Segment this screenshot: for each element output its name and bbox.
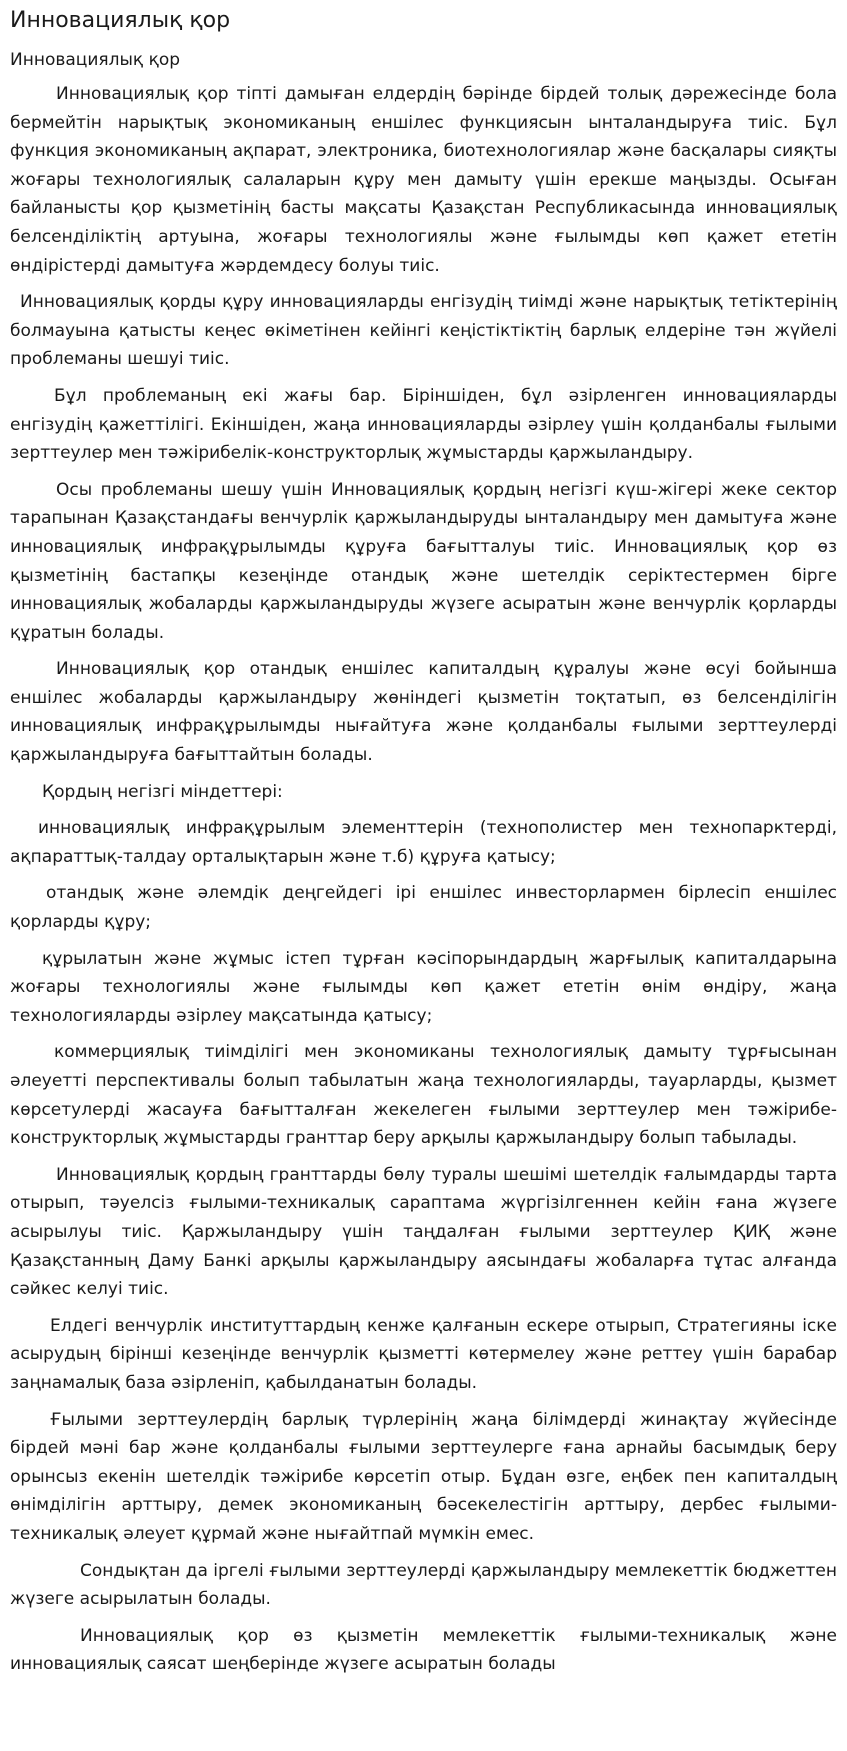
paragraph: Бұл проблеманың екі жағы бар. Біріншіден, бұл әзірленген инновацияларды енгізудің қажеттілігі. Екіншіден, жаңа инновацияларды әзірлеу үшін қолданбалы ғылыми зерттеулер мен тәжірибелік-конструкторлық жұмыстарды қаржыландыру. (10, 385, 837, 464)
paragraph: Инновациялық қор отандық еншілес капиталдың құралуы және өсуі бойынша еншілес жобаларды қаржыландыру жөніндегі қызметін тоқтатып, өз белсенділігін инновациялық инфрақұрылымды нығайтуға және қолданбалы ғылыми зерттеулерді қаржыландыруға бағыттайтын болады. (10, 659, 837, 766)
list-item: инновациялық инфрақұрылым элементтерін (технополистер мен технопарктерді, ақпараттық-талдау орталықтарын және т.б) құруға қатысу; (10, 818, 837, 867)
list-item: коммерциялық тиімділігі мен экономиканы технологиялық дамыту тұрғысынан әлеуетті перспективалы болып табылатын жаңа технологияларды, тауарларды, қызмет көрсетулерді жасауға бағытталған жекелеген ғылыми зерттеулер мен тәжірибе-конструкторлық жұмыстарды гранттар беру арқылы қаржыландыру болып табылады. (10, 1042, 837, 1149)
paragraph: Сондықтан да іргелі ғылыми зерттеулерді қаржыландыру мемлекеттік бюджеттен жүзеге асырылатын болады. (10, 1560, 837, 1610)
paragraph: Инновациялық қор өз қызметін мемлекеттік ғылыми-техникалық және инновациялық саясат шеңберінде жүзеге асыратын болады (10, 1625, 837, 1675)
paragraph: Елдегі венчурлік институттардың кенже қалғанын ескере отырып, Стратегияны іске асырудың бірінші кезеңінде венчурлік қызметті көтермелеу және реттеу үшін барабар заңнамалық база әзірленіп, қабылданатын болады. (10, 1315, 837, 1393)
paragraph: Осы проблеманы шешу үшін Инновациялық қордың негізгі күш-жігері жеке сектор тарапынан Қазақстандағы венчурлік қаржыландыруды ынталандыру мен дамытуға және инновациялық инфрақұрылымды құруға бағытталуы тиіс. Инновациялық қор өз қызметінің бастапқы кезеңінде отандық және шетелдік серіктестермен бірге инновациялық жобаларды қаржыландыруды жүзеге асыратын және венчурлік қорларды құратын болады. (10, 479, 837, 643)
paragraph: Инновациялық қордың гранттарды бөлу туралы шешімі шетелдік ғалымдарды тарта отырып, тәуелсіз ғылыми-техникалық сараптама жүргізілгеннен кейін ғана жүзеге асырылуы тиіс. Қаржыландыру үшін таңдалған ғылыми зерттеулер ҚИҚ және Қазақстанның Даму Банкі арқылы қаржыландыру аясындағы жобаларға тұтас алғанда сәйкес келуі тиіс. (10, 1164, 837, 1300)
paragraph: Инновациялық қор тіпті дамыған елдердің бәрінде бірдей толық дәрежесінде бола бермейтін нарықтық экономиканың еншілес функциясын ынталандыруға тиіс. Бұл функция экономиканың ақпарат, электроника, биотехнологиялар және басқалары сияқты жоғары технологиялық салаларын құру мен дамыту үшін ерекше маңызды. Осыған байланысты қор қызметінің басты мақсаты Қазақстан Республикасында инновациялық белсенділіктің артуына, жоғары технологиялы және ғылымды көп қажет ететін өндірістерді дамытуға жәрдемдесу болуы тиіс. (10, 84, 837, 276)
list-item: құрылатын және жұмыс істеп тұрған кәсіпорындардың жарғылық капиталдарына жоғары технологиялы және ғылымды көп қажет ететін өнім өндіру, жаңа технологияларды әзірлеу мақсатында қатысу; (10, 948, 837, 1026)
paragraph: Инновациялық қорды құру инновацияларды енгізудің тиімді және нарықтық тетіктерінің болмауына қатысты кеңес өкіметінен кейінгі кеңістіктіктің барлық елдеріне тән жүйелі проблеманы шешуі тиіс. (10, 292, 837, 370)
page-subtitle: Инновациялық қор (10, 50, 181, 70)
page-title: Инновациялық қор (10, 8, 231, 33)
list-item: отандық және әлемдік деңгейдегі ірі еншілес инвесторлармен бірлесіп еншілес қорларды құру; (10, 883, 837, 933)
paragraph: Қордың негізгі міндеттері: (42, 781, 283, 802)
paragraph: Ғылыми зерттеулердің барлық түрлерінің жаңа білімдерді жинақтау жүйесінде бірдей мәні бар және қолданбалы ғылыми зерттеулерге ғана арнайы басымдық беру орынсыз екенін шетелдік тәжірибе көрсетіп отыр. Бұдан өзге, еңбек пен капиталдың өнімділігін арттыру, демек экономиканың бәсекелестігін арттыру, дербес ғылыми-техникалық әлеует құрмай және нығайтпай мүмкін емес. (10, 1409, 837, 1544)
